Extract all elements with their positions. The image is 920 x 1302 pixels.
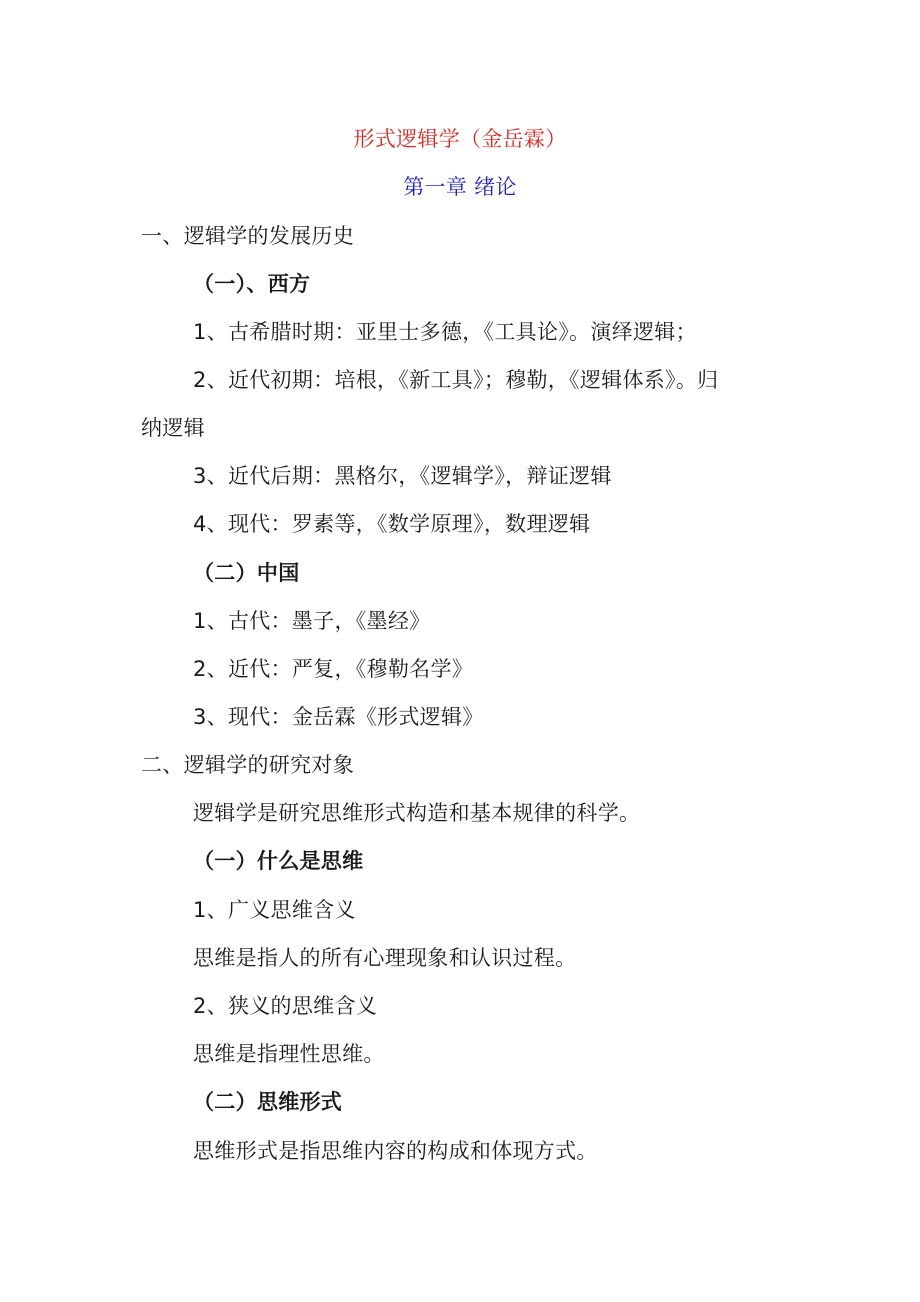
paragraph: 思维是指理性思维。 <box>193 1042 385 1066</box>
paragraph: 思维是指人的所有心理现象和认识过程。 <box>193 946 577 970</box>
subsection-heading: （一）、西方 <box>193 272 311 296</box>
list-item: 1、古代：墨子，《墨经》 <box>193 609 431 633</box>
list-item: 2、狭义的思维含义 <box>193 994 378 1018</box>
list-item: 2、近代初期：培根，《新工具》；穆勒，《逻辑体系》。归 <box>193 368 719 392</box>
subsection-heading: （二）思维形式 <box>193 1090 343 1114</box>
paragraph: 思维形式是指思维内容的构成和体现方式。 <box>193 1139 598 1163</box>
paragraph: 逻辑学是研究思维形式构造和基本规律的科学。 <box>193 801 641 825</box>
list-item: 1、古希腊时期：亚里士多德，《工具论》。演绎逻辑； <box>193 320 697 344</box>
list-item-continuation: 纳逻辑 <box>141 416 205 440</box>
section-heading: 二、逻辑学的研究对象 <box>141 753 354 777</box>
chapter-heading: 第一章 绪论 <box>403 175 517 199</box>
list-item: 3、现代：金岳霖《形式逻辑》 <box>193 705 484 729</box>
section-heading: 一、逻辑学的发展历史 <box>141 224 354 248</box>
list-item: 4、现代：罗素等，《数学原理》，数理逻辑 <box>193 512 591 536</box>
list-item: 3、近代后期：黑格尔，《逻辑学》，辩证逻辑 <box>193 464 612 488</box>
subsection-heading: （二）中国 <box>193 561 300 585</box>
list-item: 1、广义思维含义 <box>193 898 356 922</box>
subsection-heading: （一）什么是思维 <box>193 849 364 873</box>
document-title: 形式逻辑学（金岳霖） <box>353 127 567 151</box>
list-item: 2、近代：严复，《穆勒名学》 <box>193 657 474 681</box>
